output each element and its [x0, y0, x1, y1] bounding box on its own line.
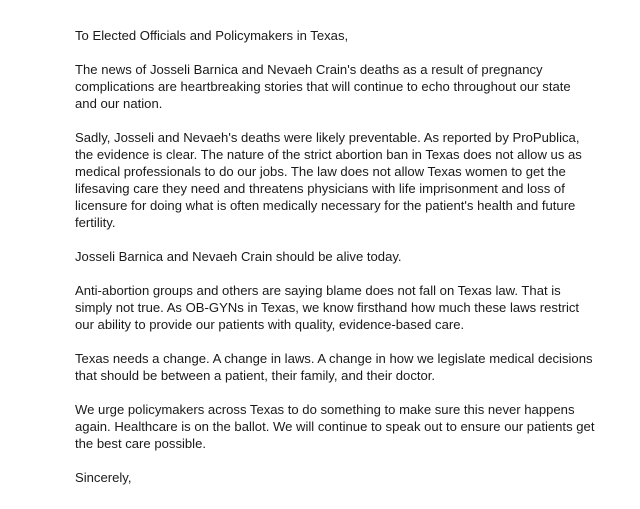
- paragraph-news: The news of Josseli Barnica and Nevaeh Crain's deaths as a result of pregnancy complications are heartbreaking stories that will continue to echo throughout our state and our nation.: [75, 62, 571, 111]
- paragraph-preventable: Sadly, Josseli and Nevaeh's deaths were likely preventable. As reported by ProPublica, the evidence is clear. The nature of the strict abortion ban in Texas does not allow us as medical professionals to do our jobs. The law does not allow Texas women to get the lifesaving care they need and threatens physicians with life imprisonment and loss of licensure for doing what is often medically necessary for the patient's health and future fertility.: [75, 130, 582, 230]
- letter-body: [75, 27, 595, 486]
- closing: Sincerely,: [75, 470, 132, 485]
- paragraph-blame: Anti-abortion groups and others are saying blame does not fall on Texas law. That is simply not true. As OB-GYNs in Texas, we know firsthand how much these laws restrict our ability to provide our patients with quality, evidence-based care.: [75, 283, 580, 332]
- paragraph-urge: We urge policymakers across Texas to do something to make sure this never happens again. Healthcare is on the ballot. We will continue to speak out to ensure our patients get the best care possible.: [75, 402, 595, 451]
- paragraph-alive-today: Josseli Barnica and Nevaeh Crain should be alive today.: [75, 249, 402, 264]
- salutation: To Elected Officials and Policymakers in Texas,: [75, 28, 349, 43]
- paragraph-change: Texas needs a change. A change in laws. A change in how we legislate medical decisions that should be between a patient, their family, and their doctor.: [75, 351, 593, 383]
